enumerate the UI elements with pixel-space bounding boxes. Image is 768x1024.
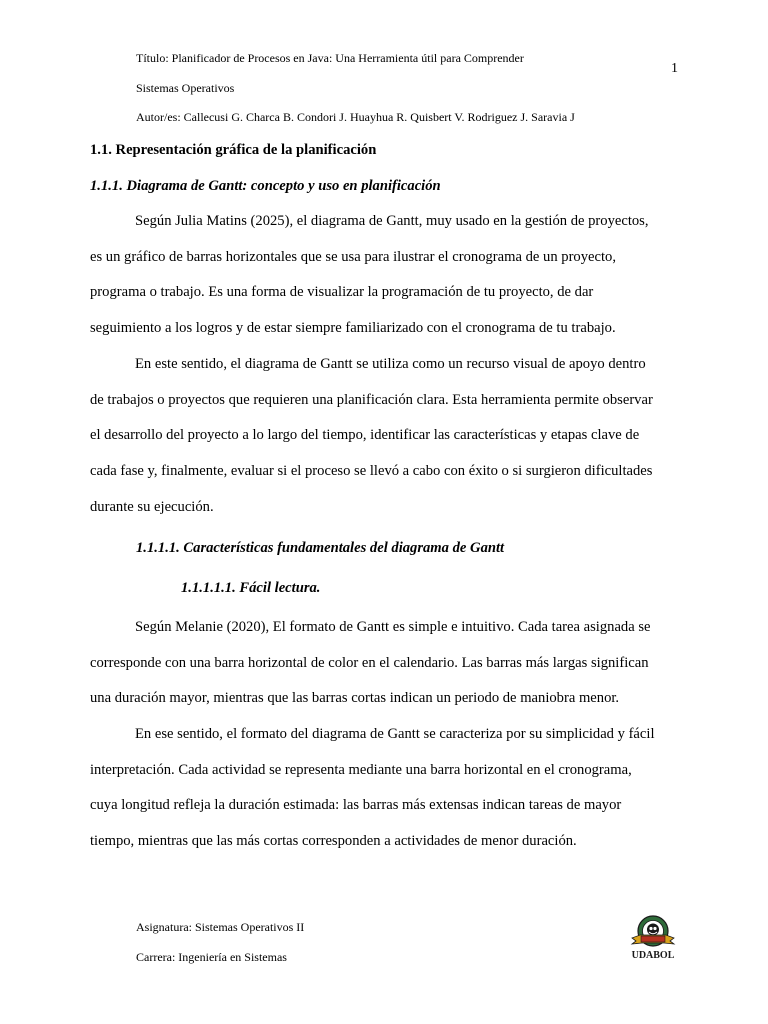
paragraph-line: tiempo, mientras que las más cortas corresponden a actividades de menor duración. bbox=[90, 833, 577, 850]
paragraph-line: es un gráfico de barras horizontales que se usa para ilustrar el cronograma de un proyecto, bbox=[90, 248, 616, 265]
paragraph-line: Según Julia Matins (2025), el diagrama de Gantt, muy usado en la gestión de proyectos, bbox=[135, 213, 649, 229]
paragraph-line: durante su ejecución. bbox=[90, 498, 214, 515]
footer-career: Carrera: Ingeniería en Sistemas bbox=[136, 950, 287, 964]
udabol-logo bbox=[626, 913, 680, 961]
section-heading: 1.1. Representación gráfica de la planificación bbox=[90, 142, 377, 158]
paragraph-line: una duración mayor, mientras que las barras cortas indican un periodo de maniobra menor. bbox=[90, 690, 620, 707]
paragraph-line: interpretación. Cada actividad se representa mediante una barra horizontal en el cronograma, bbox=[90, 761, 632, 778]
paragraph-line: seguimiento a los logros y de estar siempre familiarizado con el cronograma de tu trabajo. bbox=[90, 320, 616, 337]
paragraph-3 bbox=[90, 610, 680, 717]
paragraph-2 bbox=[90, 347, 680, 526]
subsection-heading-characteristics: 1.1.1.1. Características fundamentales del diagrama de Gantt bbox=[136, 540, 505, 556]
paragraph-4 bbox=[90, 717, 680, 860]
paragraph-line: En este sentido, el diagrama de Gantt se utiliza como un recurso visual de apoyo dentro bbox=[135, 356, 646, 372]
header-title-line2: Sistemas Operativos bbox=[136, 81, 235, 95]
paragraph-line: En ese sentido, el formato del diagrama de Gantt se caracteriza por su simplicidad y fácil bbox=[135, 726, 655, 742]
header-title-line1: Título: Planificador de Procesos en Java: Una Herramienta útil para Comprender bbox=[136, 51, 524, 65]
paragraph-line: de trabajos o proyectos que requieren una planificación clara. Esta herramienta permite observar bbox=[90, 391, 653, 408]
paragraph-line: cada fase y, finalmente, evaluar si el proceso se llevó a cabo con éxito o si surgieron dificultades bbox=[90, 463, 653, 480]
paragraph-line: el desarrollo del proyecto a lo largo del tiempo, identificar las características y etapas clave de bbox=[90, 427, 640, 444]
subsection-heading-easy-reading: 1.1.1.1.1. Fácil lectura. bbox=[181, 580, 321, 596]
paragraph-1 bbox=[90, 204, 680, 347]
paragraph-line: Según Melanie (2020), El formato de Gantt es simple e intuitivo. Cada tarea asignada se bbox=[135, 619, 651, 635]
section-subheading: 1.1.1. Diagrama de Gantt: concepto y uso en planificación bbox=[90, 178, 441, 194]
page-number: 1 bbox=[671, 61, 678, 76]
header-authors: Autor/es: Callecusi G. Charca B. Condori J. Huayhua R. Quisbert V. Rodriguez J. Saravia J bbox=[136, 110, 575, 124]
footer-subject: Asignatura: Sistemas Operativos II bbox=[136, 920, 305, 934]
paragraph-line: programa o trabajo. Es una forma de visualizar la programación de tu proyecto, de dar bbox=[90, 284, 594, 301]
paragraph-line: cuya longitud refleja la duración estimada: las barras más extensas indican tareas de mayor bbox=[90, 797, 622, 814]
logo-text: UDABOL bbox=[631, 950, 675, 961]
paragraph-line: corresponde con una barra horizontal de color en el calendario. Las barras más largas significan bbox=[90, 654, 649, 671]
